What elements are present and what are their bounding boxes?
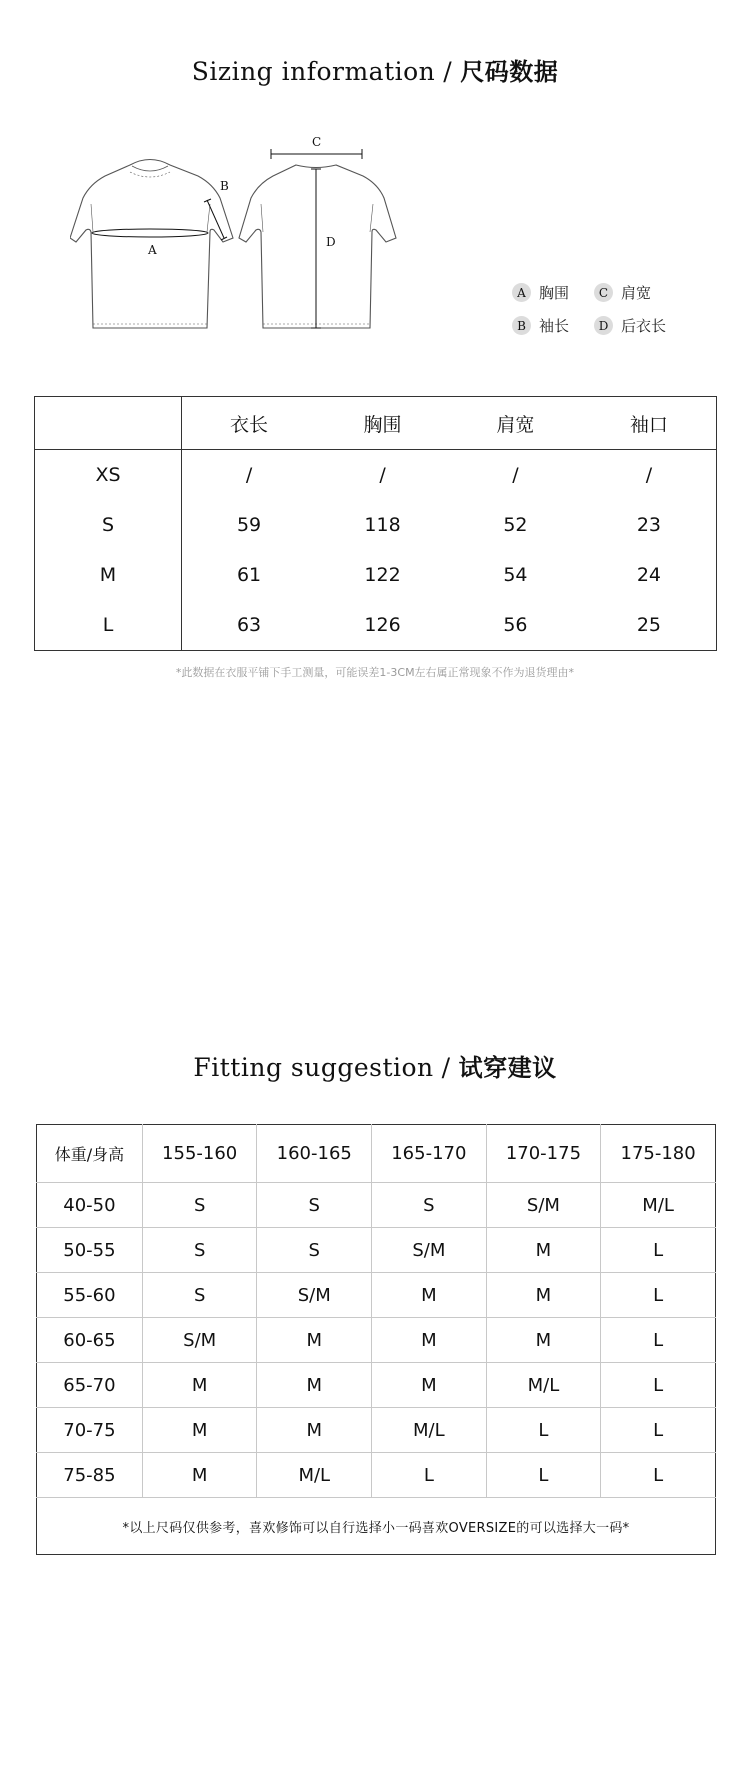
table-cell: M/L	[486, 1363, 601, 1408]
sizing-title-zh: 尺码数据	[460, 58, 559, 86]
table-cell: L	[601, 1273, 716, 1318]
header-cell: 衣长	[182, 397, 317, 450]
table-row	[37, 1228, 716, 1273]
header-cell: 袖口	[582, 397, 717, 450]
shoulder-measure-c	[271, 135, 362, 159]
weight-cell: 70-75	[37, 1408, 143, 1453]
table-cell: L	[486, 1408, 601, 1453]
table-cell: 56	[503, 614, 528, 636]
table-cell: M	[372, 1273, 487, 1318]
header-cell: 肩宽	[449, 397, 582, 450]
table-row	[37, 1273, 716, 1318]
table-cell: M	[486, 1273, 601, 1318]
header-cell	[35, 397, 182, 450]
table-cell: S	[257, 1183, 372, 1228]
table-cell: S	[142, 1183, 257, 1228]
header-cell: 160-165	[257, 1125, 372, 1183]
legend-badge: C	[594, 283, 613, 302]
size-table-header	[35, 397, 717, 450]
legend-item-c	[594, 282, 676, 303]
table-cell: 126	[364, 614, 401, 636]
legend-label: 胸围	[539, 284, 570, 302]
table-row	[35, 600, 717, 651]
table-row	[37, 1453, 716, 1498]
table-cell: 52	[503, 514, 528, 536]
table-cell: /	[379, 464, 386, 486]
table-cell: L	[601, 1408, 716, 1453]
sizing-title	[0, 52, 750, 87]
table-row	[37, 1363, 716, 1408]
table-cell: L	[601, 1228, 716, 1273]
legend-label: 肩宽	[621, 284, 652, 302]
fitting-title-zh: 试穿建议	[458, 1054, 557, 1082]
legend-item-a	[512, 282, 594, 303]
table-cell: S	[257, 1228, 372, 1273]
table-cell: 118	[364, 514, 401, 536]
table-cell: M	[257, 1408, 372, 1453]
table-cell: M	[486, 1318, 601, 1363]
header-cell: 170-175	[486, 1125, 601, 1183]
table-cell: 54	[503, 564, 528, 586]
tshirt-measurement-diagram	[70, 132, 460, 342]
table-cell: L	[601, 1318, 716, 1363]
size-label-cell: XS	[35, 450, 182, 501]
table-cell: M/L	[601, 1183, 716, 1228]
fitting-note: *以上尺码仅供参考，喜欢修饰可以自行选择小一码喜欢OVERSIZE的可以选择大一码*	[37, 1498, 716, 1555]
measurement-legend	[512, 276, 692, 342]
table-cell: /	[645, 464, 653, 486]
title-separator: /	[443, 57, 453, 86]
header-cell: 165-170	[372, 1125, 487, 1183]
table-cell: M	[372, 1363, 487, 1408]
table-cell: 63	[236, 614, 262, 636]
table-row	[37, 1408, 716, 1453]
length-measure-d	[311, 169, 336, 328]
size-label-cell: L	[35, 600, 182, 651]
weight-cell: 55-60	[37, 1273, 143, 1318]
legend-label: 袖长	[539, 317, 570, 335]
chest-measure-a	[92, 229, 208, 257]
sizing-title-en: Sizing information	[191, 57, 436, 86]
table-row	[37, 1183, 716, 1228]
table-cell: M	[142, 1453, 257, 1498]
table-cell: 122	[364, 564, 401, 586]
table-cell: S	[142, 1273, 257, 1318]
table-cell: L	[486, 1453, 601, 1498]
fitting-title-en: Fitting suggestion	[193, 1053, 434, 1082]
table-cell: L	[372, 1453, 487, 1498]
weight-cell: 40-50	[37, 1183, 143, 1228]
legend-label: 后衣长	[621, 317, 667, 335]
table-cell: S	[372, 1183, 487, 1228]
label-d: D	[326, 235, 336, 249]
weight-cell: 50-55	[37, 1228, 143, 1273]
table-cell: 23	[636, 514, 662, 536]
table-cell: M/L	[257, 1453, 372, 1498]
header-cell: 175-180	[601, 1125, 716, 1183]
table-cell: M	[142, 1363, 257, 1408]
table-cell: M	[257, 1363, 372, 1408]
table-cell: /	[245, 464, 253, 486]
header-cell-weight-height: 体重/身高	[37, 1125, 143, 1183]
header-cell: 胸围	[316, 397, 449, 450]
table-cell: /	[512, 464, 519, 486]
fitting-table	[36, 1124, 716, 1555]
table-row	[35, 450, 717, 501]
table-row	[35, 500, 717, 550]
header-cell: 155-160	[142, 1125, 257, 1183]
table-cell: S/M	[142, 1318, 257, 1363]
table-cell: 59	[236, 514, 262, 536]
table-cell: L	[601, 1363, 716, 1408]
sleeve-measure-b	[204, 179, 229, 240]
label-b: B	[220, 179, 229, 193]
weight-cell: 60-65	[37, 1318, 143, 1363]
title-separator: /	[441, 1053, 451, 1082]
table-cell: M	[486, 1228, 601, 1273]
table-cell: M	[142, 1408, 257, 1453]
table-cell: M/L	[372, 1408, 487, 1453]
table-cell: 24	[636, 564, 662, 586]
weight-cell: 65-70	[37, 1363, 143, 1408]
fitting-note-row	[37, 1498, 716, 1555]
table-row	[37, 1318, 716, 1363]
table-cell: M	[372, 1318, 487, 1363]
table-cell: 61	[236, 564, 262, 586]
back-tshirt-outline	[239, 165, 396, 328]
label-c: C	[312, 135, 322, 149]
fitting-title	[0, 1048, 750, 1083]
label-a: A	[148, 243, 157, 257]
legend-badge: A	[512, 283, 531, 302]
legend-badge: D	[594, 316, 613, 335]
table-cell: S/M	[486, 1183, 601, 1228]
size-label-cell: M	[35, 550, 182, 600]
size-label-cell: S	[35, 500, 182, 550]
legend-item-b	[512, 315, 594, 336]
fitting-table-header	[37, 1125, 716, 1183]
legend-badge: B	[512, 316, 531, 335]
table-cell: M	[257, 1318, 372, 1363]
table-cell: 25	[636, 614, 662, 636]
table-cell: L	[601, 1453, 716, 1498]
table-row	[35, 550, 717, 600]
table-cell: S/M	[372, 1228, 487, 1273]
table-cell: S/M	[257, 1273, 372, 1318]
weight-cell: 75-85	[37, 1453, 143, 1498]
size-table	[34, 396, 717, 651]
measurement-note: *此数据在衣服平铺下手工测量，可能误差1-3CM左右属正常现象不作为退货理由*	[175, 666, 575, 679]
legend-item-d	[594, 315, 676, 336]
table-cell: S	[142, 1228, 257, 1273]
